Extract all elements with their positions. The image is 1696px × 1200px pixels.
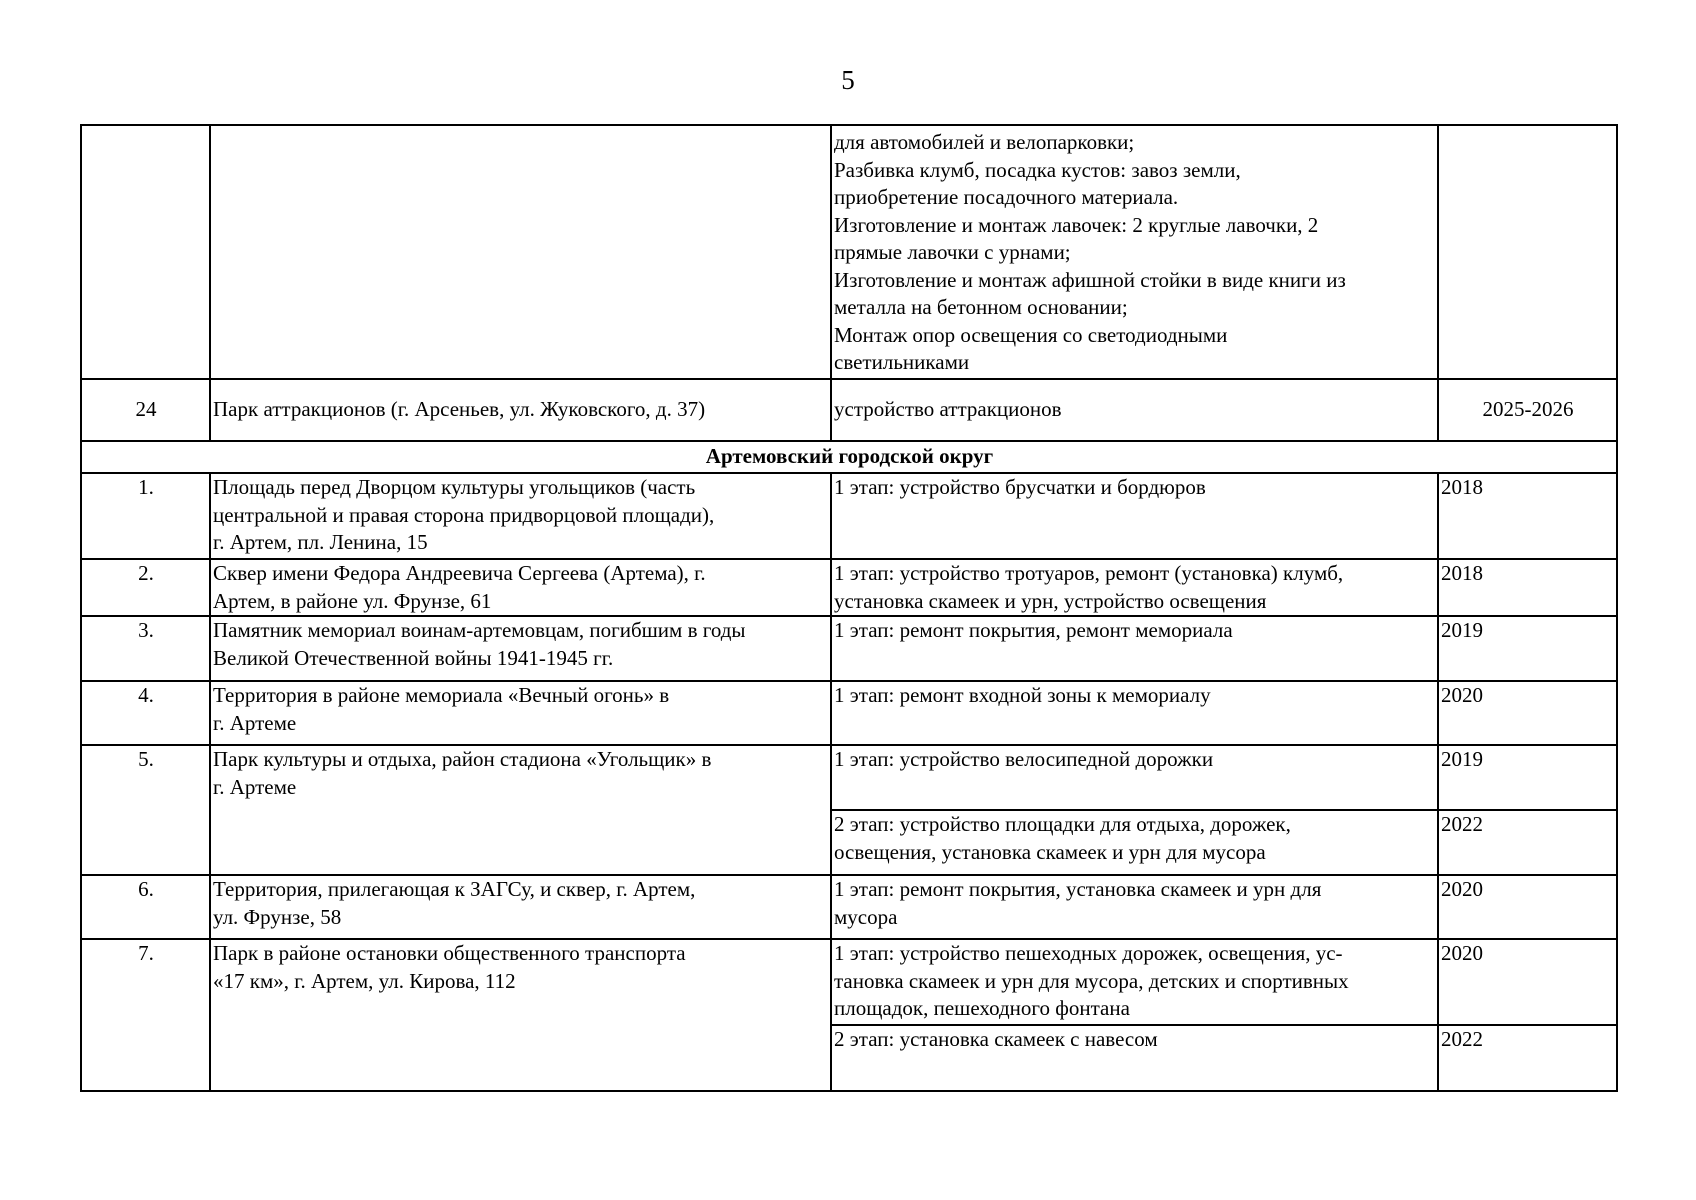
year-cell: 2025-2026 [1438, 379, 1617, 441]
table-row [81, 681, 1617, 745]
year-cell: 2022 [1438, 810, 1617, 875]
object-cell [210, 745, 831, 875]
row-number: 24 [81, 379, 210, 441]
object-cell [210, 125, 831, 379]
object-line: Территория, прилегающая к ЗАГСу, и сквер, г. Артем, [213, 877, 696, 901]
work-line: светильниками [834, 350, 970, 374]
table-row [81, 875, 1617, 939]
work-cell [831, 745, 1438, 810]
year-cell: 2020 [1438, 875, 1617, 939]
object-cell [210, 473, 831, 559]
section-header-row [81, 441, 1617, 473]
object-line: Памятник мемориал воинам-артемовцам, погибшим в годы [213, 618, 746, 642]
page-number: 5 [841, 65, 855, 95]
year-cell: 2019 [1438, 616, 1617, 681]
object-line: ул. Фрунзе, 58 [213, 904, 342, 929]
table-row [81, 745, 1617, 810]
work-cell [831, 875, 1438, 939]
object-cell [210, 616, 831, 681]
work-cell: устройство аттракционов [831, 379, 1438, 441]
table-row [81, 473, 1617, 559]
object-line: центральной и правая сторона придворцовой площади), [213, 502, 715, 527]
row-number: 7. [81, 939, 210, 1091]
year-cell: 2018 [1438, 559, 1617, 616]
work-cell [831, 125, 1438, 379]
object-line: г. Артеме [213, 774, 297, 799]
object-line: Великой Отечественной войны 1941-1945 гг. [213, 645, 614, 670]
work-line: Разбивка клумб, посадка кустов: завоз земли, [834, 157, 1241, 182]
object-cell [210, 559, 831, 616]
row-number: 5. [81, 745, 210, 875]
year-cell [1438, 125, 1617, 379]
row-number: 1. [81, 473, 210, 559]
object-cell: Парк аттракционов (г. Арсеньев, ул. Жуковского, д. 37) [210, 379, 831, 441]
object-line: Площадь перед Дворцом культуры угольщиков (часть [213, 475, 696, 499]
object-line: Территория в районе мемориала «Вечный огонь» в [213, 683, 670, 707]
work-line: 1 этап: ремонт покрытия, ремонт мемориала [834, 618, 1233, 642]
work-line: Изготовление и монтаж лавочек: 2 круглые лавочки, 2 [834, 212, 1319, 237]
work-cell [831, 681, 1438, 745]
work-line: мусора [834, 904, 898, 929]
work-line: 1 этап: устройство пешеходных дорожек, освещения, ус- [834, 941, 1343, 965]
object-line: «17 км», г. Артем, ул. Кирова, 112 [213, 968, 516, 993]
work-cell [831, 616, 1438, 681]
work-line: 1 этап: ремонт входной зоны к мемориалу [834, 683, 1211, 707]
table-row [81, 616, 1617, 681]
row-number: 3. [81, 616, 210, 681]
work-cell [831, 559, 1438, 616]
object-line: Парк в районе остановки общественного транспорта [213, 941, 686, 965]
object-line: г. Артем, пл. Ленина, 15 [213, 530, 428, 554]
work-line: 2 этап: установка скамеек с навесом [834, 1027, 1158, 1051]
year-cell: 2020 [1438, 681, 1617, 745]
work-line: тановка скамеек и урн для мусора, детских и спортивных [834, 968, 1349, 993]
table-row [81, 559, 1617, 616]
year-cell: 2019 [1438, 745, 1617, 810]
work-line: прямые лавочки с урнами; [834, 240, 1071, 264]
object-line: г. Артеме [213, 710, 297, 735]
work-line: 1 этап: устройство велосипедной дорожки [834, 747, 1214, 771]
table-row [81, 939, 1617, 1025]
work-line: площадок, пешеходного фонтана [834, 996, 1130, 1020]
work-line: 1 этап: устройство тротуаров, ремонт (установка) клумб, [834, 561, 1344, 585]
work-cell [831, 810, 1438, 875]
improvement-table [80, 124, 1618, 1092]
object-line: Сквер имени Федора Андреевича Сергеева (Артема), г. [213, 561, 706, 585]
work-line: приобретение посадочного материала. [834, 185, 1179, 209]
row-number: 4. [81, 681, 210, 745]
work-line: установка скамеек и урн, устройство освещения [834, 588, 1267, 613]
num-cell [81, 125, 210, 379]
object-cell [210, 681, 831, 745]
object-line: Артем, в районе ул. Фрунзе, 61 [213, 588, 492, 613]
work-cell [831, 939, 1438, 1025]
work-line: для автомобилей и велопарковки; [834, 130, 1135, 154]
work-line: 1 этап: ремонт покрытия, установка скамеек и урн для [834, 877, 1322, 901]
table-row [81, 379, 1617, 441]
table-row-continuation [81, 125, 1617, 379]
work-line: Монтаж опор освещения со светодиодными [834, 322, 1228, 347]
work-cell [831, 1025, 1438, 1091]
work-line: 2 этап: устройство площадки для отдыха, дорожек, [834, 812, 1291, 836]
section-title: Артемовский городской округ [81, 441, 1617, 473]
work-line: Изготовление и монтаж афишной стойки в виде книги из [834, 267, 1346, 292]
work-line: металла на бетонном основании; [834, 295, 1128, 319]
year-cell: 2020 [1438, 939, 1617, 1025]
work-line: освещения, установка скамеек и урн для мусора [834, 839, 1266, 864]
work-line: 1 этап: устройство брусчатки и бордюров [834, 475, 1206, 499]
object-cell [210, 939, 831, 1091]
object-line: Парк культуры и отдыха, район стадиона «Угольщик» в [213, 747, 712, 771]
object-cell [210, 875, 831, 939]
work-cell [831, 473, 1438, 559]
row-number: 2. [81, 559, 210, 616]
year-cell: 2022 [1438, 1025, 1617, 1091]
year-cell: 2018 [1438, 473, 1617, 559]
row-number: 6. [81, 875, 210, 939]
